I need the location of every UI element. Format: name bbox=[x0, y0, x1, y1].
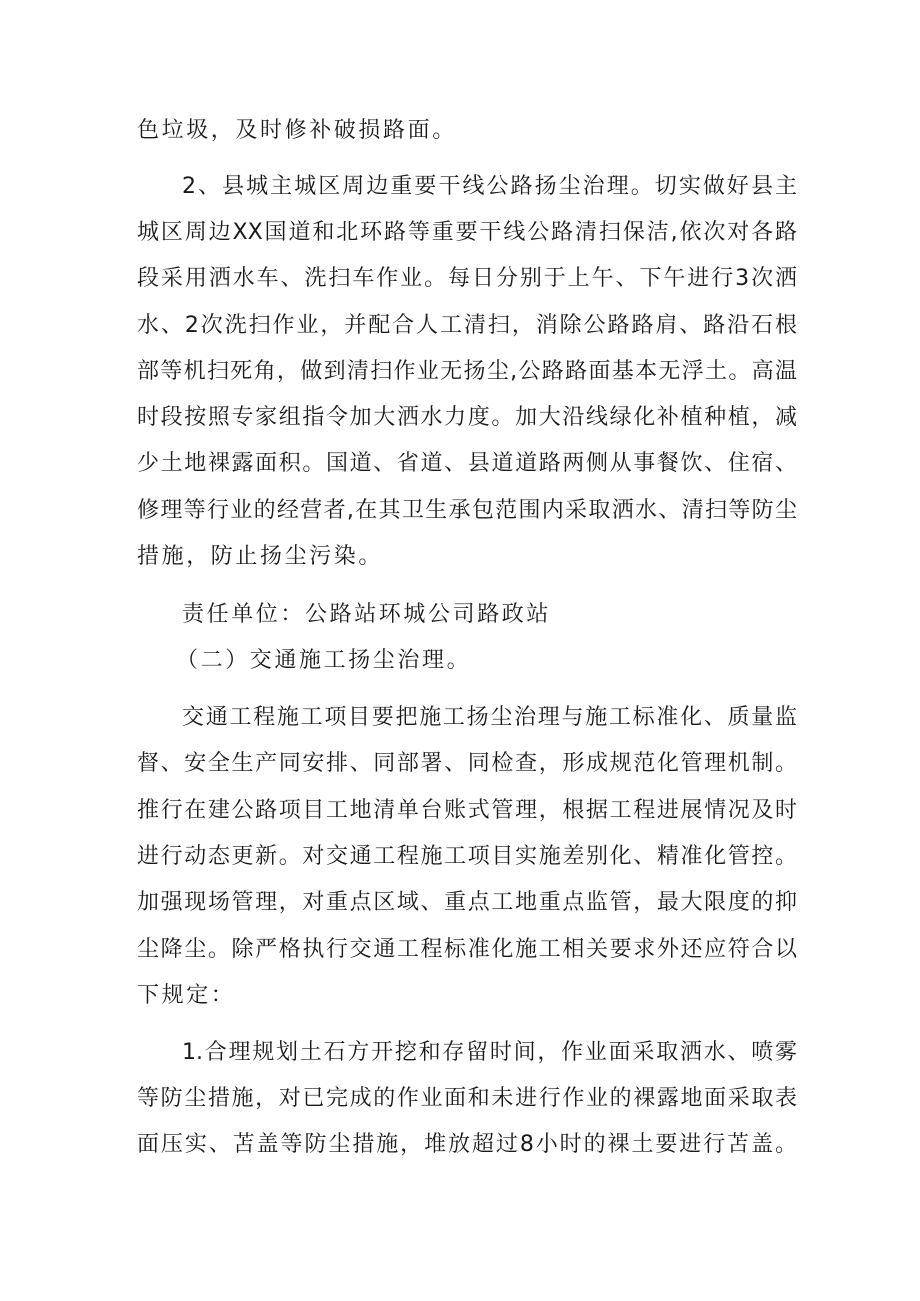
paragraph-line: 2、县城主城区周边重要干线公路扬尘治理。切实做好县主 bbox=[182, 174, 797, 199]
paragraph-line: 督、安全生产同安排、同部署、同检查，形成规范化管理机制。 bbox=[137, 751, 797, 776]
paragraph-line: 修理等行业的经营者,在其卫生承包范围内采取洒水、清扫等防尘 bbox=[137, 498, 797, 523]
paragraph-line: 部等机扫死角，做到清扫作业无扬尘,公路路面基本无浮土。高温 bbox=[137, 359, 797, 384]
paragraph-line: 交通工程施工项目要把施工扬尘治理与施工标准化、质量监 bbox=[182, 705, 797, 730]
paragraph-line: 时段按照专家组指令加大洒水力度。加大沿线绿化补植种植，减 bbox=[137, 405, 797, 430]
paragraph-line: 少土地裸露面积。国道、省道、县道道路两侧从事餐饮、住宿、 bbox=[137, 451, 797, 476]
paragraph-line: 段采用洒水车、洗扫车作业。每日分别于上午、下午进行3次洒 bbox=[137, 266, 797, 291]
section-heading: （二）交通施工扬尘治理。 bbox=[176, 648, 472, 673]
paragraph-line: 水、2次洗扫作业，并配合人工清扫，消除公路路肩、路沿石根 bbox=[137, 313, 797, 338]
paragraph-line: 进行动态更新。对交通工程施工项目实施差别化、精准化管控。 bbox=[137, 844, 797, 869]
paragraph-line: 尘降尘。除严格执行交通工程标准化施工相关要求外还应符合以 bbox=[137, 937, 797, 962]
paragraph-line: 推行在建公路项目工地清单台账式管理，根据工程进展情况及时 bbox=[137, 798, 797, 823]
paragraph-line: 色垃圾，及时修补破损路面。 bbox=[137, 118, 457, 143]
paragraph-line: 等防尘措施，对已完成的作业面和未进行作业的裸露地面采取表 bbox=[137, 1086, 797, 1111]
paragraph-line: 措施，防止扬尘污染。 bbox=[137, 544, 384, 569]
responsible-unit: 责任单位：公路站环城公司路政站 bbox=[182, 602, 552, 627]
paragraph-line: 1.合理规划土石方开挖和存留时间，作业面采取洒水、喷雾 bbox=[182, 1040, 797, 1065]
paragraph-line: 面压实、苫盖等防尘措施，堆放超过8小时的裸土要进行苫盖。 bbox=[137, 1132, 797, 1157]
paragraph-line: 下规定： bbox=[137, 983, 236, 1008]
paragraph-line: 加强现场管理，对重点区域、重点工地重点监管，最大限度的抑 bbox=[137, 890, 797, 915]
paragraph-line: 城区周边XX国道和北环路等重要干线公路清扫保洁,依次对各路 bbox=[137, 220, 797, 245]
